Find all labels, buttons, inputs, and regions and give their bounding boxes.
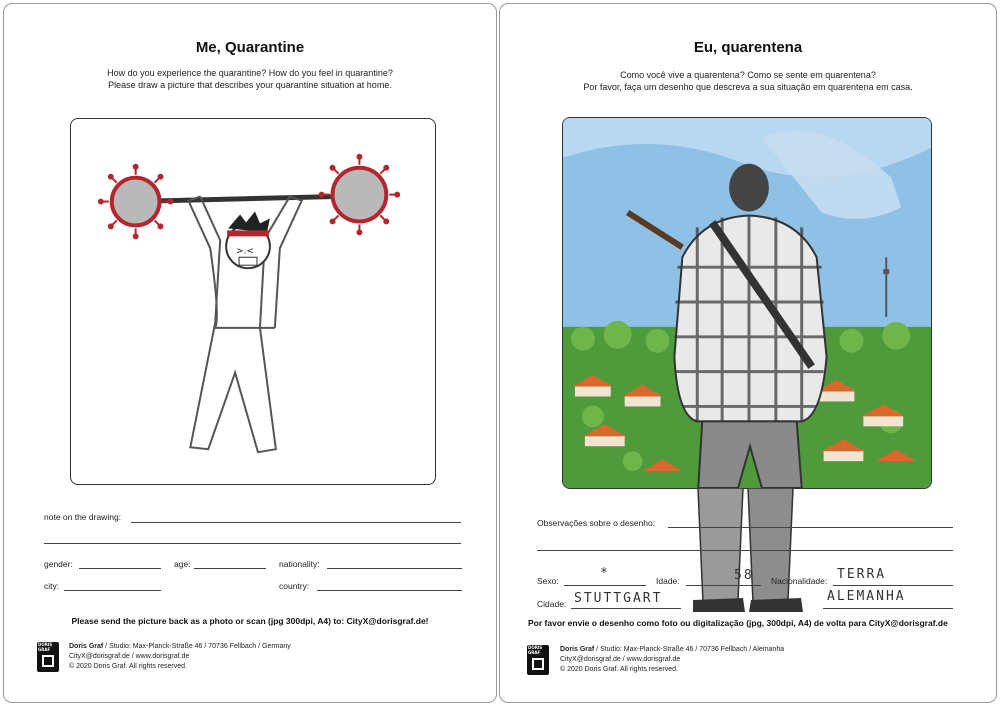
age-field[interactable] [194, 568, 266, 569]
nationality-label: nationality: [279, 559, 320, 569]
nationality-label: Nacionalidade: [771, 576, 828, 586]
city-label: Cidade: [537, 599, 567, 609]
prompt-line-2: Please draw a picture that describes your quarantine situation at home. [108, 79, 392, 90]
footer-studio: / Studio: Max-Planck-Straße 46 / 70736 Fellbach / Germany [103, 643, 291, 650]
note-line-1[interactable] [668, 527, 953, 528]
note-line-2[interactable] [44, 543, 461, 544]
svg-text:>.<: >.< [236, 246, 254, 257]
gender-field[interactable] [79, 568, 161, 569]
city-field[interactable] [571, 608, 681, 609]
footer [560, 645, 784, 675]
country-label: country: [279, 581, 310, 591]
age-label: Idade: [656, 576, 680, 586]
age-value: 58 [734, 568, 754, 583]
prompt-text [4, 68, 496, 91]
note-label: note on the drawing: [44, 512, 122, 522]
virus-plate-left [99, 165, 173, 239]
age-field[interactable] [686, 585, 761, 586]
footer-copyright: © 2020 Doris Graf. All rights reserved. [560, 666, 678, 673]
send-instruction: Por favor envie o desenho como foto ou digitalização (jpg, 300dpi, A4) de volta para CityX@dorisgraf.de [528, 618, 948, 628]
footer [69, 642, 291, 672]
sex-value: * [600, 566, 610, 581]
footer-name: Doris Graf [560, 646, 595, 653]
english-worksheet [3, 3, 497, 703]
virus-plate-right [320, 155, 400, 235]
drawing-man-with-guitar [562, 117, 932, 489]
nationality-value: TERRA [837, 567, 887, 582]
nationality-field[interactable] [327, 568, 462, 569]
logo-text: DORIS GRAF [528, 645, 543, 655]
send-instruction: Please send the picture back as a photo or scan (jpg 300dpi, A4) to: CityX@dorisgraf.de! [71, 616, 429, 626]
footer-copyright: © 2020 Doris Graf. All rights reserved. [69, 663, 187, 670]
footer-contact: CityX@dorisgraf.de / www.dorisgraf.de [69, 653, 190, 660]
portuguese-worksheet [499, 3, 997, 703]
doris-graf-logo [37, 642, 59, 672]
note-line-1[interactable] [131, 522, 461, 523]
footer-studio: / Studio: Max-Planck-Straße 46 / 70736 Fellbach / Alemanha [594, 646, 785, 653]
footer-contact: CityX@dorisgraf.de / www.dorisgraf.de [560, 656, 681, 663]
note-label: Observações sobre o desenho: [537, 518, 656, 528]
country-field[interactable] [317, 590, 462, 591]
note-line-2[interactable] [537, 550, 953, 551]
gender-label: gender: [44, 559, 73, 569]
doris-graf-logo [527, 645, 549, 675]
country-value: ALEMANHA [827, 589, 906, 604]
nationality-field[interactable] [833, 585, 953, 586]
city-value: STUTTGART [574, 591, 663, 606]
weightlifter-illustration [71, 119, 435, 484]
sex-field[interactable] [564, 585, 646, 586]
logo-text: DORIS GRAF [38, 642, 53, 652]
prompt-line-1: How do you experience the quarantine? How do you feel in quarantine? [107, 68, 393, 78]
country-field[interactable] [823, 608, 953, 609]
prompt-line-2: Por favor, faça um desenho que descreva a sua situação em quarentena em casa. [583, 81, 913, 92]
sex-label: Sexo: [537, 576, 559, 586]
prompt-text [500, 70, 996, 93]
city-field[interactable] [64, 590, 161, 591]
sheet-title: Eu, quarentena [693, 39, 803, 56]
drawing-weightlifter [70, 118, 436, 485]
age-label: age: [174, 559, 191, 569]
sheet-title: Me, Quarantine [195, 39, 305, 56]
prompt-line-1: Como você vive a quarentena? Como se sente em quarentena? [620, 70, 876, 80]
footer-name: Doris Graf [69, 643, 104, 650]
city-view-illustration [563, 118, 931, 488]
city-label: city: [44, 581, 60, 591]
